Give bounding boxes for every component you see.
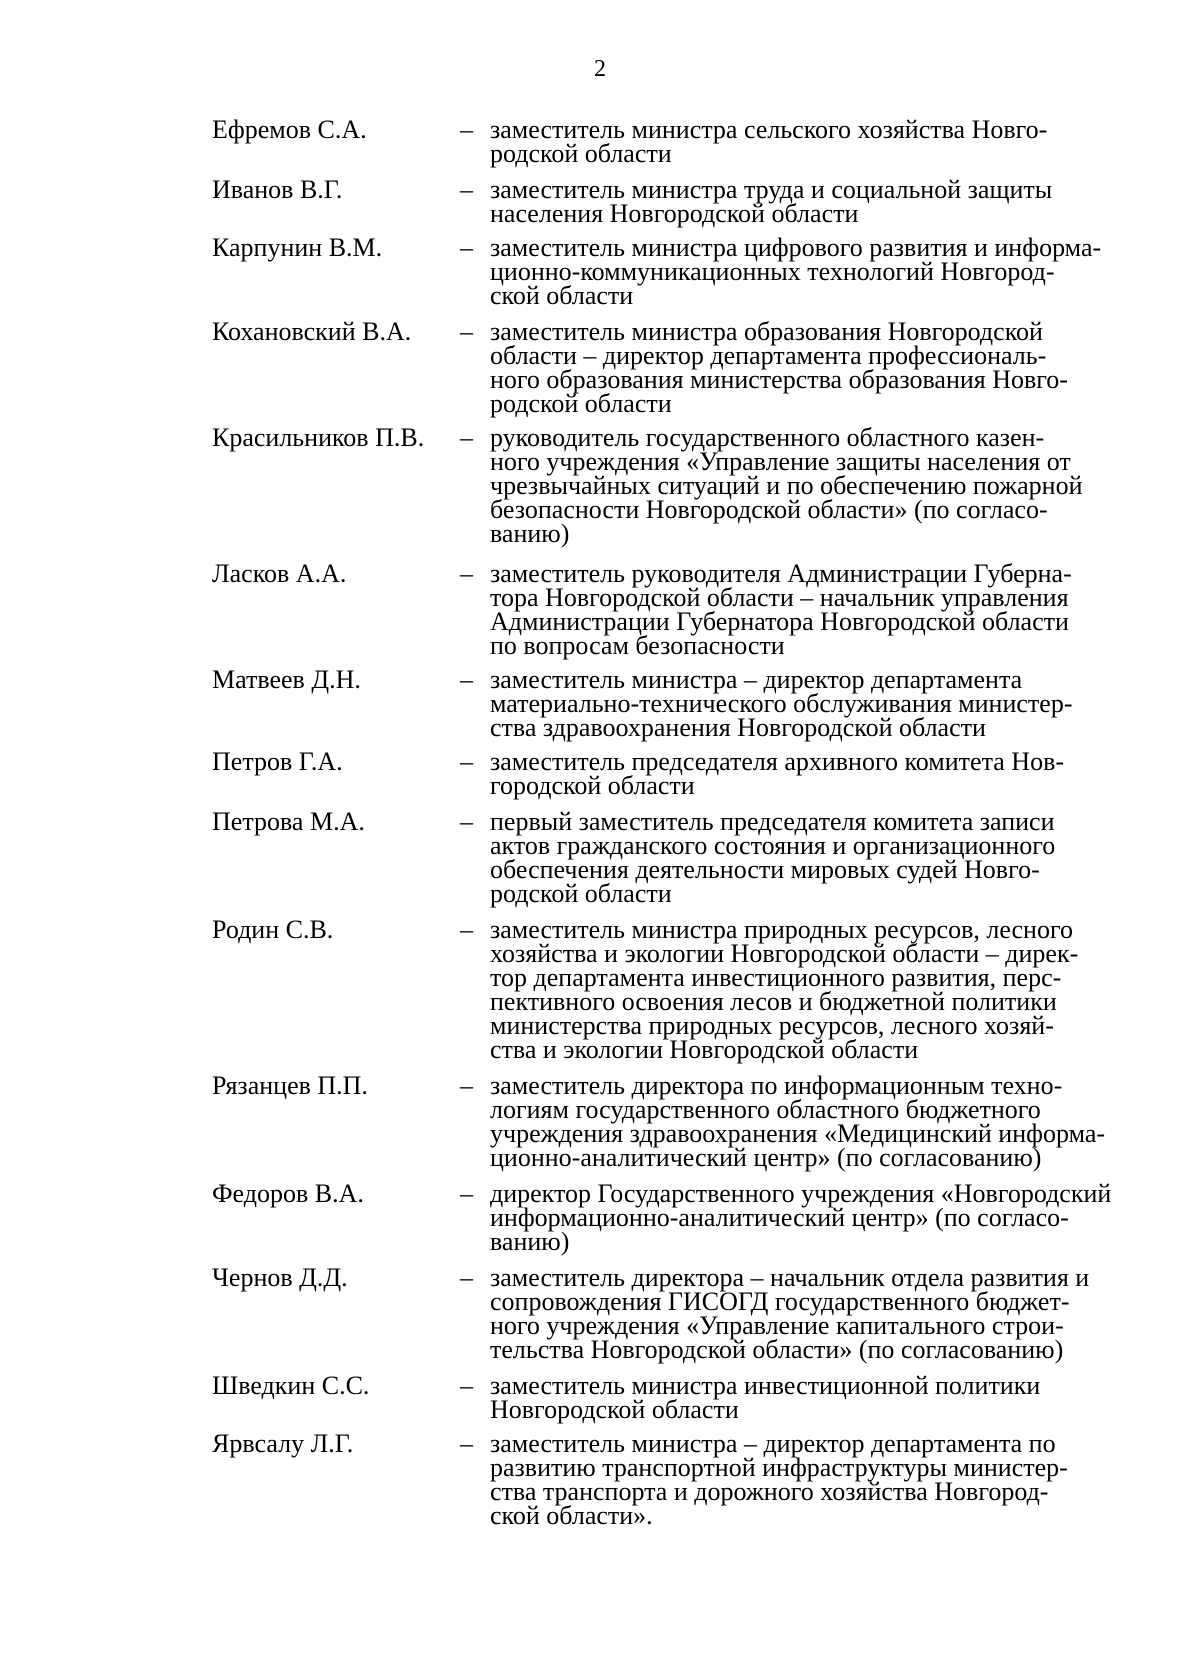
dash: – [460, 747, 473, 776]
member-position [490, 1071, 1128, 1172]
position-line: заместитель министра труда и социальной защиты [490, 175, 1053, 204]
member-name: Рязанцев П.П. [212, 1071, 368, 1100]
member-position [490, 1179, 1128, 1256]
dash: – [460, 1179, 473, 1208]
member-position [490, 233, 1128, 310]
position-line: сопровождения ГИСОГД государственного бюджет- [490, 1287, 1070, 1316]
member-name: Кохановский В.А. [212, 317, 412, 346]
member-name: Красильников П.В. [212, 423, 425, 452]
position-line: ного учреждения «Управление капитального строи- [490, 1311, 1064, 1340]
page-number: 2 [594, 56, 606, 82]
dash: – [460, 1071, 473, 1100]
position-line: Администрации Губернатора Новгородской области [490, 607, 1069, 636]
position-line: родской области [490, 879, 672, 908]
position-line: информационно-аналитический центр» (по согласо- [490, 1203, 1069, 1232]
member-name: Федоров В.А. [212, 1179, 364, 1208]
member-position [490, 115, 1128, 168]
position-line: пективного освоения лесов и бюджетной политики [490, 987, 1057, 1016]
position-line: ской области [490, 281, 634, 310]
member-position [490, 1263, 1128, 1364]
member-position [490, 559, 1128, 660]
dash: – [460, 1429, 473, 1458]
position-line: заместитель директора – начальник отдела развития и [490, 1263, 1090, 1292]
member-position [490, 747, 1128, 800]
position-line: тельства Новгородской области» (по согласованию) [490, 1335, 1064, 1364]
position-line: чрезвычайных ситуаций и по обеспечению пожарной [490, 471, 1083, 500]
position-line: родской области [490, 139, 672, 168]
position-line: ства и экологии Новгородской области [490, 1035, 919, 1064]
position-line: области – директор департамента профессиональ- [490, 341, 1047, 370]
position-line: учреждения здравоохранения «Медицинский информа- [490, 1119, 1106, 1148]
member-name: Ярвсалу Л.Г. [212, 1429, 354, 1458]
position-line: заместитель министра образования Новгородской [490, 317, 1043, 346]
position-line: заместитель министра природных ресурсов, лесного [490, 915, 1073, 944]
dash: – [460, 423, 473, 452]
position-line: родской области [490, 389, 672, 418]
position-line: министерства природных ресурсов, лесного хозяй- [490, 1011, 1054, 1040]
member-name: Карпунин В.М. [212, 233, 383, 262]
member-position [490, 807, 1128, 908]
position-line: ской области». [490, 1501, 653, 1530]
member-position [490, 423, 1128, 548]
member-name: Иванов В.Г. [212, 175, 343, 204]
member-name: Петрова М.А. [212, 807, 365, 836]
member-position [490, 915, 1128, 1064]
position-line: заместитель министра – директор департамента по [490, 1429, 1056, 1458]
position-line: заместитель руководителя Администрации Губерна- [490, 559, 1072, 588]
position-line: ного учреждения «Управление защиты населения от [490, 447, 1071, 476]
member-name: Матвеев Д.Н. [212, 665, 361, 694]
position-line: по вопросам безопасности [490, 631, 785, 660]
position-line: заместитель министра инвестиционной политики [490, 1371, 1041, 1400]
dash: – [460, 1263, 473, 1292]
position-line: хозяйства и экологии Новгородской области – дирек- [490, 939, 1079, 968]
member-name: Ефремов С.А. [212, 115, 367, 144]
dash: – [460, 665, 473, 694]
position-line: ванию) [490, 1227, 570, 1256]
member-name: Чернов Д.Д. [212, 1263, 348, 1292]
position-line: тор департамента инвестиционного развития, перс- [490, 963, 1062, 992]
position-line: логиям государственного областного бюджетного [490, 1095, 1041, 1124]
position-line: заместитель министра – директор департамента [490, 665, 1023, 694]
position-line: развитию транспортной инфраструктуры министер- [490, 1453, 1068, 1482]
dash: – [460, 317, 473, 346]
member-position [490, 317, 1128, 418]
position-line: заместитель министра сельского хозяйства Новго- [490, 115, 1048, 144]
dash: – [460, 807, 473, 836]
dash: – [460, 1371, 473, 1400]
member-name: Ласков А.А. [212, 559, 347, 588]
position-line: заместитель министра цифрового развития и информа- [490, 233, 1102, 262]
member-name: Родин С.В. [212, 915, 334, 944]
position-line: директор Государственного учреждения «Новгородский [490, 1179, 1112, 1208]
member-position [490, 175, 1128, 228]
position-line: первый заместитель председателя комитета записи [490, 807, 1055, 836]
position-line: актов гражданского состояния и организационного [490, 831, 1056, 860]
position-line: руководитель государственного областного казен- [490, 423, 1045, 452]
dash: – [460, 115, 473, 144]
dash: – [460, 175, 473, 204]
position-line: ства транспорта и дорожного хозяйства Новгород- [490, 1477, 1049, 1506]
member-name: Шведкин С.С. [212, 1371, 370, 1400]
member-position [490, 665, 1128, 742]
dash: – [460, 233, 473, 262]
position-line: населения Новгородской области [490, 199, 859, 228]
dash: – [460, 559, 473, 588]
position-line: Новгородской области [490, 1395, 739, 1424]
position-line: материально-технического обслуживания министер- [490, 689, 1073, 718]
member-position [490, 1429, 1128, 1530]
position-line: ного образования министерства образования Новго- [490, 365, 1068, 394]
position-line: заместитель председателя архивного комитета Нов- [490, 747, 1065, 776]
position-line: ционно-аналитический центр» (по согласованию) [490, 1143, 1042, 1172]
member-name: Петров Г.А. [212, 747, 343, 776]
position-line: ванию) [490, 519, 570, 548]
position-line: ционно-коммуникационных технологий Новгород- [490, 257, 1055, 286]
member-position [490, 1371, 1128, 1424]
position-line: безопасности Новгородской области» (по согласо- [490, 495, 1048, 524]
dash: – [460, 915, 473, 944]
position-line: ства здравоохранения Новгородской области [490, 713, 986, 742]
position-line: тора Новгородской области – начальник управления [490, 583, 1069, 612]
position-line: заместитель директора по информационным техно- [490, 1071, 1063, 1100]
position-line: обеспечения деятельности мировых судей Новго- [490, 855, 1040, 884]
position-line: городской области [490, 771, 695, 800]
